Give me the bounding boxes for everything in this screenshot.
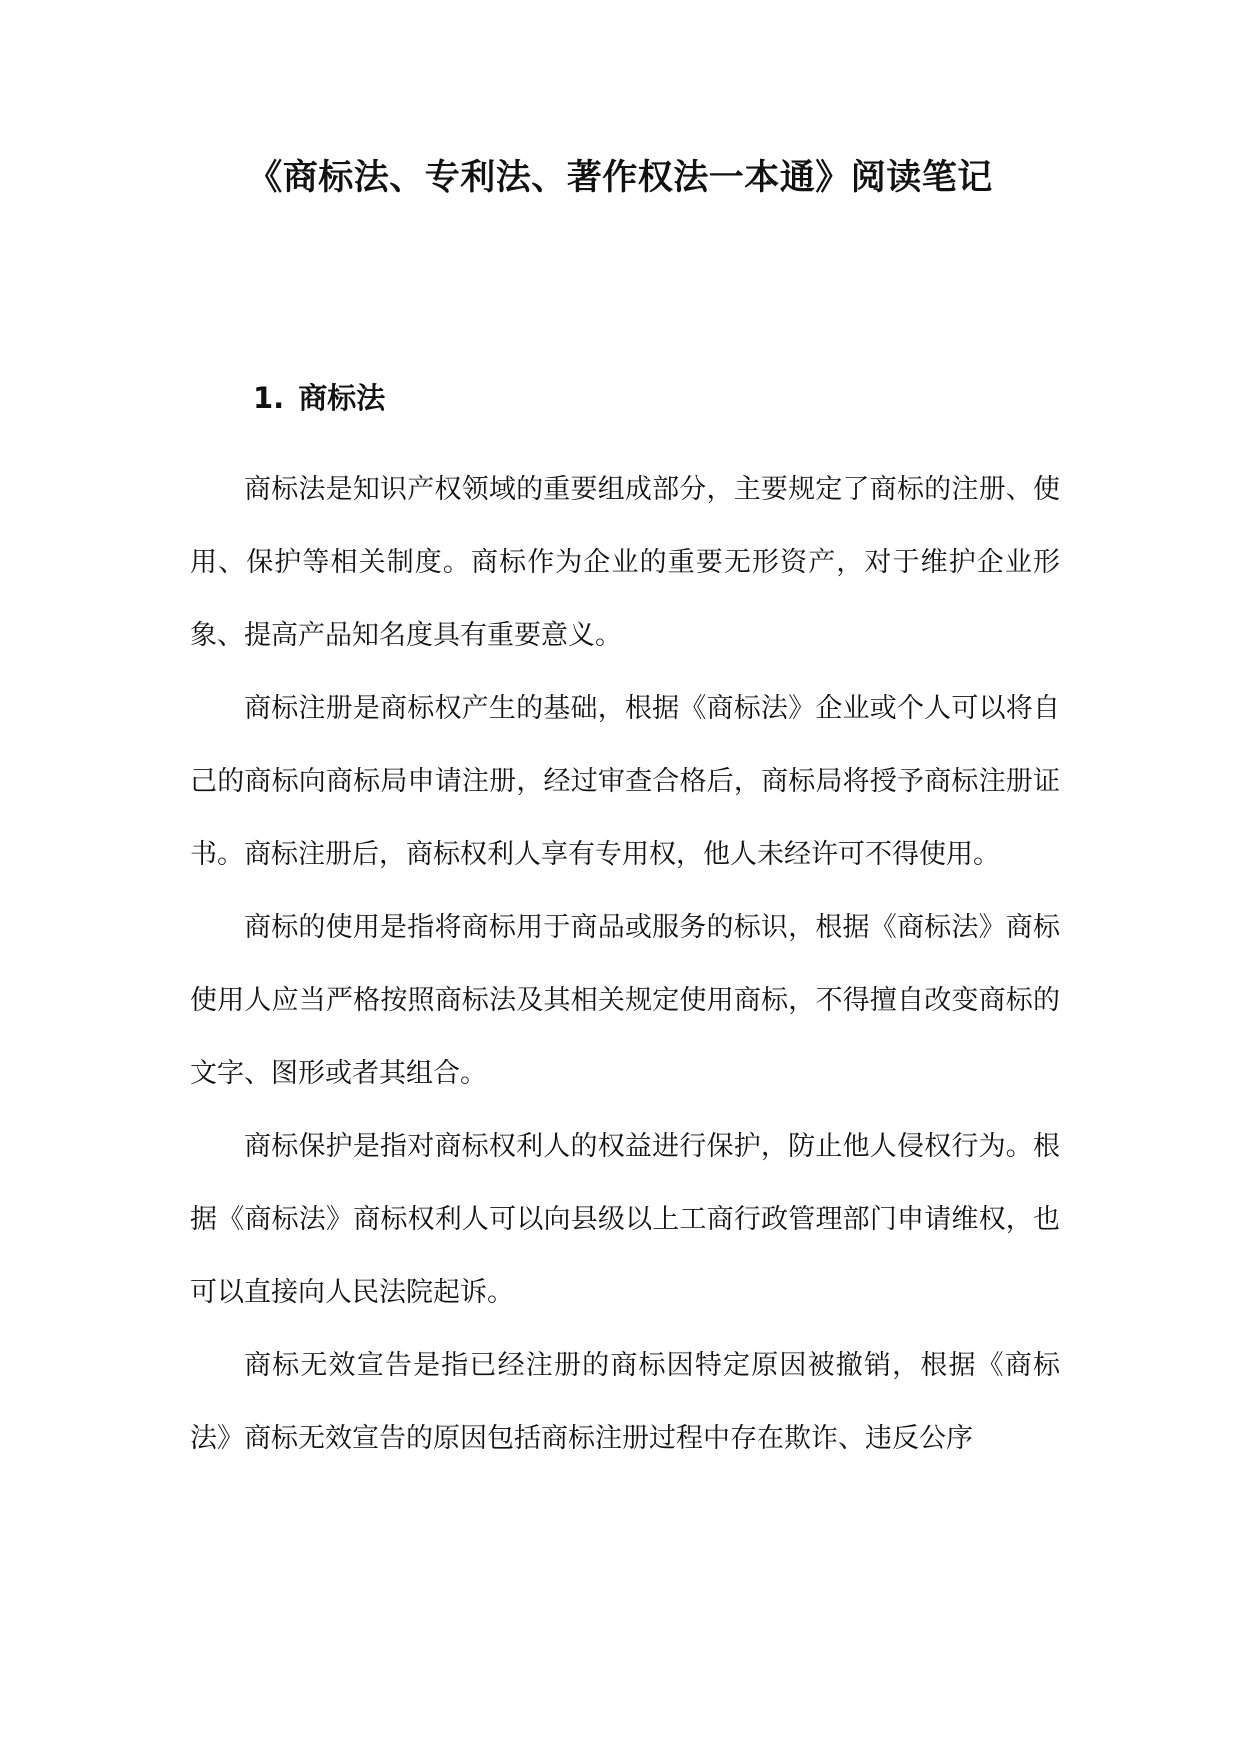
section-title: 商标法 [298, 381, 386, 415]
paragraph: 商标注册是商标权产生的基础，根据《商标法》企业或个人可以将自己的商标向商标局申请注册，经过审查合格后，商标局将授予商标注册证书。商标注册后，商标权利人享有专用权，他人未经许可不得使用。 [190, 693, 1060, 870]
section-heading [253, 376, 385, 420]
paragraph: 商标无效宣告是指已经注册的商标因特定原因被撤销，根据《商标法》商标无效宣告的原因包括商标注册过程中存在欺诈、违反公序 [190, 1350, 1060, 1454]
document-title: 《商标法、专利法、著作权法一本通》阅读笔记 [247, 158, 993, 198]
paragraph: 商标保护是指对商标权利人的权益进行保护，防止他人侵权行为。根据《商标法》商标权利人可以向县级以上工商行政管理部门申请维权，也可以直接向人民法院起诉。 [190, 1131, 1060, 1308]
paragraph: 商标法是知识产权领域的重要组成部分，主要规定了商标的注册、使用、保护等相关制度。商标作为企业的重要无形资产，对于维护企业形象、提高产品知名度具有重要意义。 [190, 474, 1060, 651]
section-number: 1. [253, 381, 285, 415]
paragraph: 商标的使用是指将商标用于商品或服务的标识，根据《商标法》商标使用人应当严格按照商标法及其相关规定使用商标，不得擅自改变商标的文字、图形或者其组合。 [190, 912, 1060, 1089]
section-body [190, 453, 1060, 1475]
